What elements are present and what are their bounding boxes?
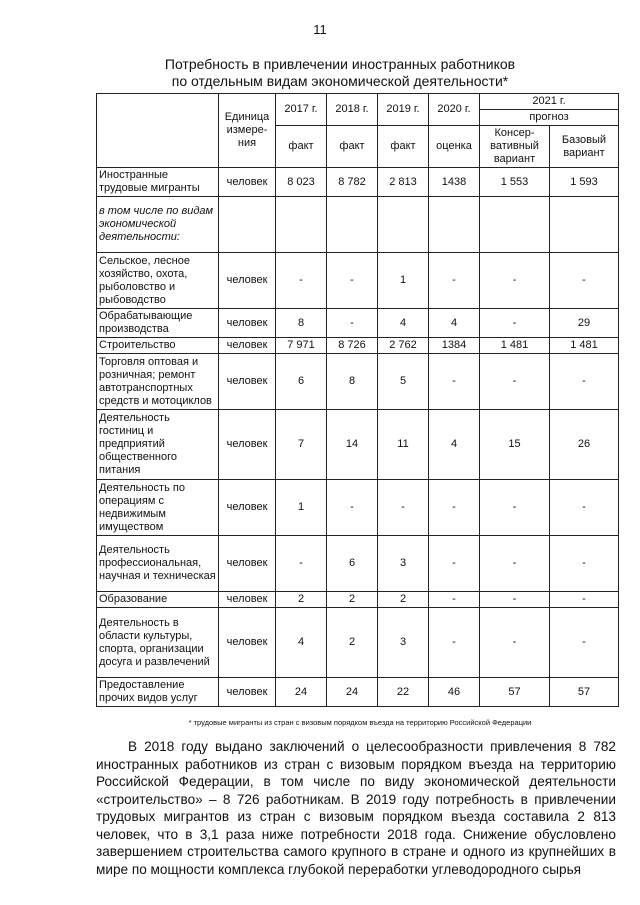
row-value: 8: [276, 309, 327, 338]
row-value: 8 726: [327, 338, 378, 354]
row-value: 14: [327, 410, 378, 480]
row-value: -: [327, 480, 378, 536]
row-value: -: [276, 253, 327, 309]
row-value: [480, 197, 550, 253]
page-number: 11: [313, 22, 327, 37]
table-row: [97, 168, 619, 197]
row-value: -: [327, 309, 378, 338]
row-value: 1 553: [480, 168, 550, 197]
row-value: 4: [429, 410, 480, 480]
row-unit: человек: [219, 536, 276, 592]
row-unit: человек: [219, 678, 276, 707]
row-value: -: [429, 480, 480, 536]
header-year-2017: 2017 г.: [276, 94, 327, 126]
row-value: -: [480, 354, 550, 410]
row-name: Деятельность гостиниц и предприятий общественного питания: [97, 410, 219, 480]
row-value: -: [550, 608, 619, 678]
row-value: 57: [550, 678, 619, 707]
table-row: [97, 410, 619, 480]
table-row: [97, 592, 619, 608]
row-name: Деятельность по операциям с недвижимым имуществом: [97, 480, 219, 536]
row-value: -: [480, 592, 550, 608]
row-unit: человек: [219, 354, 276, 410]
header-unit: Единица измере-ния: [219, 94, 276, 168]
row-value: 1 481: [480, 338, 550, 354]
row-value: 29: [550, 309, 619, 338]
row-value: [550, 197, 619, 253]
row-value: -: [550, 536, 619, 592]
table-row: [97, 536, 619, 592]
row-value: 2 762: [378, 338, 429, 354]
row-name: Строительство: [97, 338, 219, 354]
row-value: -: [480, 608, 550, 678]
row-unit: человек: [219, 338, 276, 354]
row-value: 2: [327, 608, 378, 678]
row-unit: человек: [219, 608, 276, 678]
table-title: [60, 56, 620, 90]
header-type-2018: факт: [327, 126, 378, 168]
row-value: 3: [378, 608, 429, 678]
row-value: 7: [276, 410, 327, 480]
row-value: 4: [276, 608, 327, 678]
header-variant-base: Базовый вариант: [550, 126, 619, 168]
header-row-1: [97, 94, 619, 110]
footnote: * трудовые мигранты из стран с визовым порядком въезда на территорию Российской Федерации: [188, 718, 532, 727]
row-value: 2 813: [378, 168, 429, 197]
row-value: -: [550, 253, 619, 309]
row-unit: человек: [219, 168, 276, 197]
row-value: 5: [378, 354, 429, 410]
header-variant-conservative: Консер-вативный вариант: [480, 126, 550, 168]
header-year-2019: 2019 г.: [378, 94, 429, 126]
workers-table: [96, 93, 619, 707]
row-value: 2: [378, 592, 429, 608]
row-value: [327, 197, 378, 253]
header-type-2019: факт: [378, 126, 429, 168]
row-value: -: [429, 354, 480, 410]
row-value: 4: [378, 309, 429, 338]
row-value: [378, 197, 429, 253]
row-value: -: [429, 253, 480, 309]
row-value: -: [327, 253, 378, 309]
row-value: -: [550, 354, 619, 410]
row-value: 8 023: [276, 168, 327, 197]
row-name: Предоставление прочих видов услуг: [97, 678, 219, 707]
row-value: -: [550, 592, 619, 608]
row-value: -: [480, 480, 550, 536]
row-value: 4: [429, 309, 480, 338]
row-value: 26: [550, 410, 619, 480]
row-value: 1 593: [550, 168, 619, 197]
row-value: 46: [429, 678, 480, 707]
table-row: [97, 197, 619, 253]
row-value: 1384: [429, 338, 480, 354]
row-value: 11: [378, 410, 429, 480]
table-row: [97, 253, 619, 309]
title-line-1: Потребность в привлечении иностранных работников: [164, 56, 516, 72]
row-unit: человек: [219, 410, 276, 480]
body-paragraph: [96, 738, 616, 878]
header-name-cell: [97, 94, 219, 168]
row-value: 3: [378, 536, 429, 592]
row-name: Образование: [97, 592, 219, 608]
row-value: 15: [480, 410, 550, 480]
row-value: 24: [327, 678, 378, 707]
row-value: 6: [276, 354, 327, 410]
row-name: Иностранные трудовые мигранты: [97, 168, 219, 197]
row-value: 7 971: [276, 338, 327, 354]
row-unit: человек: [219, 309, 276, 338]
table-row: [97, 338, 619, 354]
row-value: -: [429, 608, 480, 678]
row-value: 2: [327, 592, 378, 608]
row-value: 57: [480, 678, 550, 707]
header-type-2017: факт: [276, 126, 327, 168]
row-value: -: [550, 480, 619, 536]
row-value: [276, 197, 327, 253]
paragraph-text: В 2018 году выдано заключений о целесообразности привлечения 8 782 иностранных работников из стран с визовым порядком въезда на территорию Российской Федерации, в том числе по виду экономической деятельности «строительство» – 8 726 работникам. В 2019 году потребность в привлечении трудовых мигрантов из стран с визовым порядком въезда составила 2 813 человек, что в 3,1 раза ниже потребности 2018 года. Снижение обусловлено завершением строительства самого крупного в стране и одного из крупнейших в мире по мощности комплекса глубокой переработки углеводородного сырья: [96, 739, 616, 877]
row-value: -: [480, 253, 550, 309]
row-value: 1438: [429, 168, 480, 197]
row-value: -: [429, 536, 480, 592]
row-value: 1: [276, 480, 327, 536]
row-name: в том числе по видам экономической деятельности:: [97, 197, 219, 253]
row-name: Торговля оптовая и розничная; ремонт автотранспортных средств и мотоциклов: [97, 354, 219, 410]
row-value: [429, 197, 480, 253]
row-value: 22: [378, 678, 429, 707]
row-name: Деятельность в области культуры, спорта, организации досуга и развлечений: [97, 608, 219, 678]
row-unit: человек: [219, 253, 276, 309]
row-value: 8: [327, 354, 378, 410]
header-year-2020: 2020 г.: [429, 94, 480, 126]
row-value: 1: [378, 253, 429, 309]
header-type-2020: оценка: [429, 126, 480, 168]
row-unit: [219, 197, 276, 253]
header-forecast: прогноз: [480, 110, 619, 126]
title-line-2: по отдельным видам экономической деятельности*: [171, 73, 509, 89]
header-year-2018: 2018 г.: [327, 94, 378, 126]
table-row: [97, 480, 619, 536]
table-row: [97, 678, 619, 707]
row-value: -: [480, 309, 550, 338]
row-value: -: [480, 536, 550, 592]
row-value: -: [378, 480, 429, 536]
row-value: -: [276, 536, 327, 592]
header-year-2021: 2021 г.: [480, 94, 619, 110]
row-unit: человек: [219, 592, 276, 608]
row-value: -: [429, 592, 480, 608]
row-value: 2: [276, 592, 327, 608]
row-name: Сельское, лесное хозяйство, охота, рыболовство и рыбоводство: [97, 253, 219, 309]
row-value: 8 782: [327, 168, 378, 197]
row-unit: человек: [219, 480, 276, 536]
table-row: [97, 309, 619, 338]
row-value: 24: [276, 678, 327, 707]
table-row: [97, 608, 619, 678]
row-value: 1 481: [550, 338, 619, 354]
row-name: Деятельность профессиональная, научная и техническая: [97, 536, 219, 592]
row-value: 6: [327, 536, 378, 592]
row-name: Обрабатывающие производства: [97, 309, 219, 338]
table-row: [97, 354, 619, 410]
